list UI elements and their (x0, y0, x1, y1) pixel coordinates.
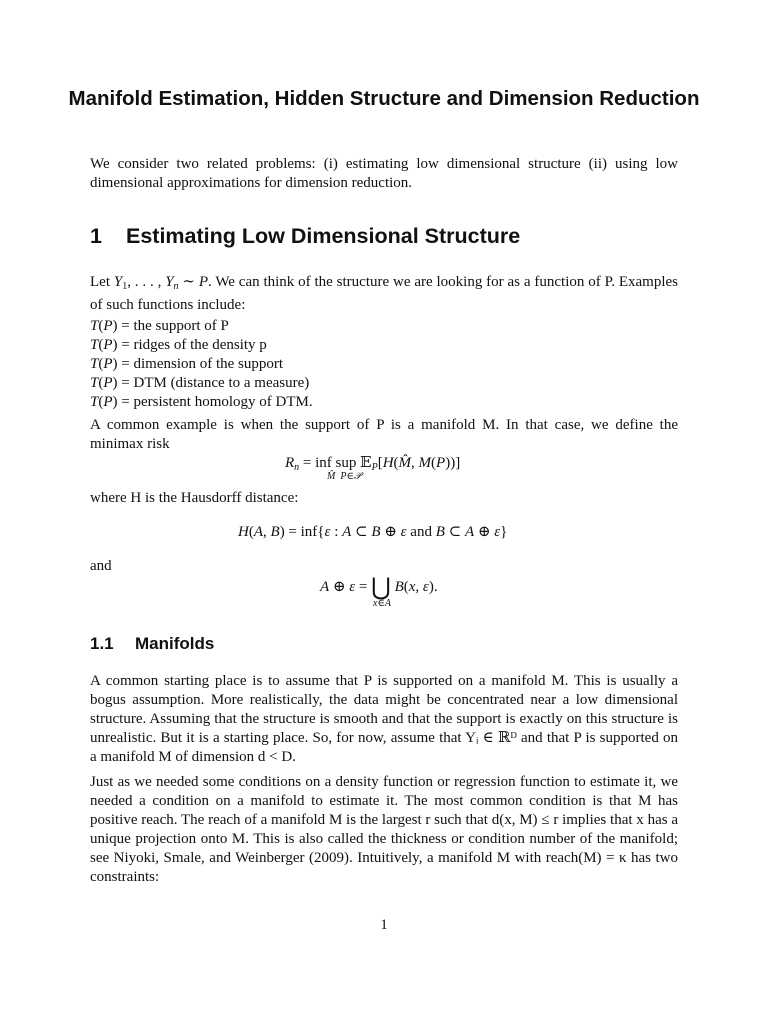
page-number: 1 (380, 917, 388, 933)
functions-list (90, 317, 313, 412)
paper-title: Manifold Estimation, Hidden Structure and Dimension Reduction (68, 87, 700, 110)
and-text: and (90, 558, 112, 574)
hausdorff-equation: H(A, B) = inf{ε : A ⊂ B ⊕ ε and B ⊂ A ⊕ ε} (238, 524, 508, 540)
list-item: T(P) = dimension of the support (90, 356, 284, 372)
section-1-paragraph-1-text: . We can think of the structure we are looking for as a function of P. Examples of such functions include: (90, 274, 678, 313)
section-1-heading (90, 224, 520, 249)
minimax-risk-equation: $R_n$ = inf sup 𝔼$_P$[H(M̂, M(P))] (285, 455, 461, 473)
section-1-1-heading (90, 634, 214, 654)
section-1-title: Estimating Low Dimensional Structure (126, 224, 521, 248)
hausdorff-intro: where H is the Hausdorff distance: (90, 490, 299, 506)
intro-paragraph: We consider two related problems: (i) estimating low dimensional structure (ii) using low dimensional approximations for dimension reduction. (90, 156, 678, 191)
section-1-paragraph-1: Let $Y_1$, . . . , $Y_n$ ∼ P. We can think of the structure we are looking for as a function of P. Examples of such functions include: (90, 274, 678, 313)
section-1-1-paragraph-1: A common starting place is to assume that P is supported on a manifold M. This is usually a bogus assumption. More realistically, the data might be concentrated near a low dimensional structure. Assuming that the structure is smooth and that the support is exactly on this structure is unrealistic. But it is a starting place. So, for now, assume that Yᵢ ∈ ℝᴰ and that P is supported on a manifold M of dimension d < D. (90, 673, 678, 765)
section-1-1-title: Manifolds (135, 634, 215, 653)
list-item: T(P) = persistent homology of DTM. (90, 394, 313, 410)
dilation-equation: A ⊕ ε = ⋃ B(x, ε). (320, 575, 438, 601)
minimax-risk-subscripts: M̂ P∈𝒫 (327, 471, 362, 482)
list-item: T(P) = ridges of the density p (90, 337, 267, 353)
section-1-paragraph-2: A common example is when the support of P is a manifold M. In that case, we define the minimax risk (90, 417, 678, 452)
section-1-number: 1 (90, 224, 102, 248)
list-item: T(P) = the support of P (90, 318, 229, 334)
section-1-1-number: 1.1 (90, 634, 114, 653)
dilation-subscript: x∈A (373, 598, 391, 609)
list-item: T(P) = DTM (distance to a measure) (90, 375, 310, 391)
section-1-1-paragraph-2: Just as we needed some conditions on a density function or regression function to estimate it, we needed a condition on a manifold to estimate it. The most common condition is that M has positive reach. The reach of a manifold M is the largest r such that d(x, M) ≤ r implies that x has a unique projection onto M. This is also called the thickness or condition number of the manifold; see Niyoki, Smale, and Weinberger (2009). Intuitively, a manifold M with reach(M) = κ has two constraints: (90, 774, 678, 885)
